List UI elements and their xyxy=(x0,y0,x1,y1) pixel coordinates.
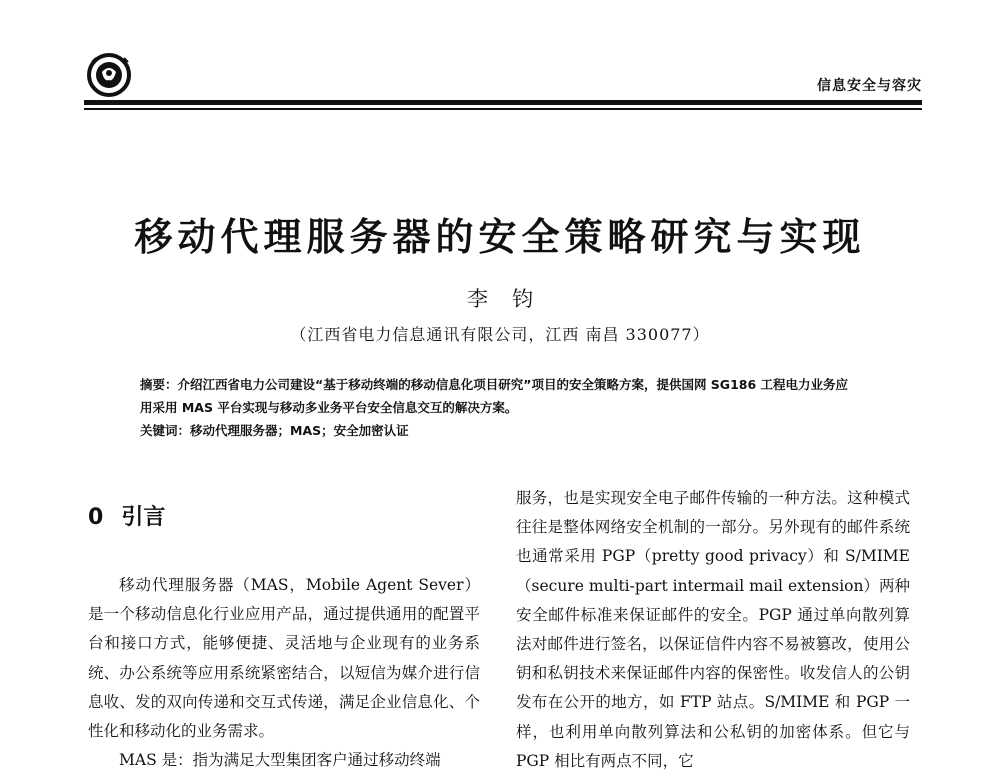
keywords-text: 移动代理服务器；MAS；安全加密认证 xyxy=(190,423,409,438)
abstract-block xyxy=(140,373,860,442)
keywords-paragraph xyxy=(140,419,860,442)
journal-section-label: 信息安全与容灾 xyxy=(817,78,922,94)
section-title: 引言 xyxy=(121,505,166,530)
section-number: 0 xyxy=(88,505,104,530)
header-rule-thick xyxy=(84,100,922,105)
author-affiliation: （江西省电力信息通讯有限公司，江西 南昌 330077） xyxy=(290,325,710,344)
abstract-label: 摘要： xyxy=(140,377,178,392)
header-rule-thin xyxy=(84,108,922,110)
keywords-label: 关键词： xyxy=(140,423,191,438)
intro-paragraph-2: MAS 是：指为满足大型集团客户通过移动终端 xyxy=(119,751,441,770)
journal-logo xyxy=(86,52,132,98)
abstract-paragraph xyxy=(140,373,860,419)
abstract-text: 介绍江西省电力公司建设“基于移动终端的移动信息化项目研究”项目的安全策略方案，提供国网 SG186 工程电力业务应用采用 MAS 平台实现与移动多业务平台安全信息交互的解决方案。 xyxy=(140,377,849,415)
right-paragraph-1: 服务，也是实现安全电子邮件传输的一种方法。这种模式往往是整体网络安全机制的一部分。另外现有的邮件系统也通常采用 PGP（pretty good privacy）和 S/MIME（secure multi-part intermail mail extension）两种安全邮件标准来保证邮件的安全。PGP 通过单向散列算法对邮件进行签名，以保证信件内容不易被篡改，使用公钥和私钥技术来保证邮件内容的保密性。收发信人的公钥发布在公开的地方，如 FTP 站点。S/MIME 和 PGP 一样，也利用单向散列算法和公私钥的加密体系。但它与 PGP 相比有两点不同，它 xyxy=(516,489,910,770)
right-column xyxy=(516,484,910,776)
left-column xyxy=(88,571,480,775)
section-heading xyxy=(88,500,165,531)
author-name: 李钧 xyxy=(467,287,557,311)
paper-title: 移动代理服务器的安全策略研究与实现 xyxy=(134,214,866,259)
intro-paragraph-1: 移动代理服务器（MAS，Mobile Agent Sever）是一个移动信息化行业应用产品，通过提供通用的配置平台和接口方式，能够便捷、灵活地与企业现有的业务系统、办公系统等应用系统紧密结合，以短信为媒介进行信息收、发的双向传递和交互式传递，满足企业信息化、个性化和移动化的业务需求。 xyxy=(88,576,480,741)
logo-emblem-icon xyxy=(86,52,132,98)
